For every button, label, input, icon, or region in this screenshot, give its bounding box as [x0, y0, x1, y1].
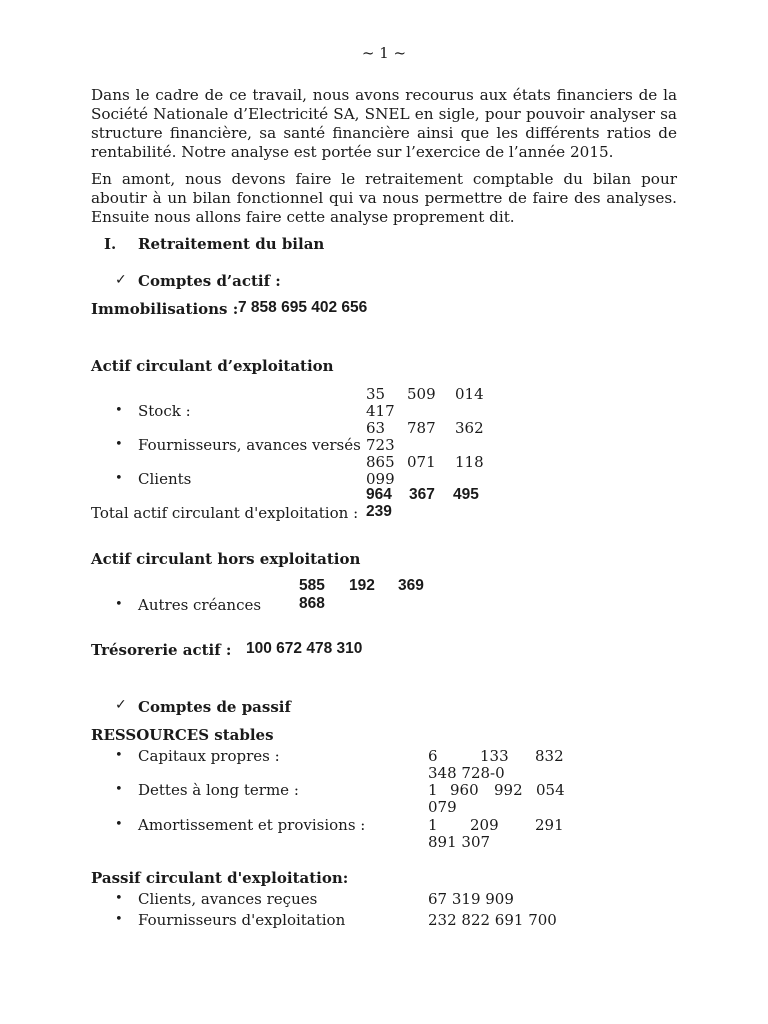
- ace-item-label: Stock :: [138, 402, 191, 420]
- bullet-icon: •: [115, 912, 123, 927]
- total-part: 239: [366, 503, 392, 520]
- value-part: 099: [366, 470, 395, 488]
- pce-heading: Passif circulant d'exploitation:: [91, 869, 349, 887]
- pce-value: 232 822 691 700: [428, 911, 557, 929]
- pce-value: 67 319 909: [428, 890, 514, 908]
- actif-heading: Comptes d’actif :: [138, 272, 281, 290]
- value-part: 723: [366, 436, 395, 454]
- bullet-icon: •: [115, 817, 123, 832]
- value-part: 417: [366, 402, 395, 420]
- text-line: Société Nationale d’Electricité SA, SNEL en sigle, pour pouvoir analyser sa: [91, 105, 677, 123]
- text-line: En amont, nous devons faire le retraitement comptable du bilan pour: [91, 170, 677, 188]
- page-number: ~ 1 ~: [361, 44, 407, 62]
- total-part: 367: [409, 486, 435, 503]
- bullet-icon: •: [115, 403, 123, 418]
- passif-heading: Comptes de passif: [138, 698, 291, 716]
- immobilisations-value: 7 858 695 402 656: [238, 299, 368, 316]
- value-part: 960: [450, 781, 479, 799]
- value-part: 291: [535, 816, 564, 834]
- value-part: 054: [536, 781, 565, 799]
- value-part: 133: [480, 747, 509, 765]
- value-part: 891 307: [428, 833, 491, 851]
- value-part: 35: [366, 385, 386, 403]
- value-part: 071: [407, 453, 436, 471]
- value-part: 369: [398, 577, 424, 594]
- checkmark-icon: ✓: [115, 697, 127, 713]
- value-part: 787: [407, 419, 436, 437]
- bullet-icon: •: [115, 748, 123, 763]
- value-part: 014: [455, 385, 484, 403]
- value-part: 1: [428, 816, 438, 834]
- value-part: 192: [349, 577, 375, 594]
- ace-item-label: Fournisseurs, avances versés: [138, 436, 361, 454]
- bullet-icon: •: [115, 437, 123, 452]
- text-line: Dans le cadre de ce travail, nous avons recourus aux états financiers de la: [91, 86, 677, 104]
- ace-item-label: Clients: [138, 470, 192, 488]
- value-part: 1: [428, 781, 438, 799]
- ressource-label: Amortissement et provisions :: [138, 816, 366, 834]
- text-line: rentabilité. Notre analyse est portée sur l’exercice de l’année 2015.: [91, 143, 614, 161]
- ressource-label: Capitaux propres :: [138, 747, 280, 765]
- ressources-heading: RESSOURCES stables: [91, 726, 274, 744]
- value-part: 362: [455, 419, 484, 437]
- intro-paragraph-2: [91, 170, 677, 227]
- text-line: aboutir à un bilan fonctionnel qui va nous permettre de faire des analyses.: [91, 189, 677, 207]
- tresorerie-label: Trésorerie actif :: [91, 641, 232, 659]
- value-part: 118: [455, 453, 484, 471]
- ache-item-label: Autres créances: [138, 596, 262, 614]
- ace-heading: Actif circulant d’exploitation: [91, 357, 334, 375]
- pce-label: Fournisseurs d'exploitation: [138, 911, 346, 929]
- value-part: 079: [428, 798, 457, 816]
- value-part: 865: [366, 453, 395, 471]
- ressource-label: Dettes à long terme :: [138, 781, 299, 799]
- total-part: 964: [366, 486, 392, 503]
- value-part: 6: [428, 747, 438, 765]
- value-part: 63: [366, 419, 386, 437]
- bullet-icon: •: [115, 891, 123, 906]
- checkmark-icon: ✓: [115, 272, 127, 288]
- value-part: 509: [407, 385, 436, 403]
- tresorerie-value: 100 672 478 310: [246, 640, 363, 657]
- text-line: Ensuite nous allons faire cette analyse proprement dit.: [91, 208, 515, 226]
- value-part: 348 728-0: [428, 764, 505, 782]
- intro-paragraph-1: [91, 86, 677, 162]
- ache-heading: Actif circulant hors exploitation: [91, 550, 361, 568]
- bullet-icon: •: [115, 782, 123, 797]
- value-part: 992: [494, 781, 523, 799]
- bullet-icon: •: [115, 471, 123, 486]
- value-part: 585: [299, 577, 325, 594]
- pce-label: Clients, avances reçues: [138, 890, 318, 908]
- total-part: 495: [453, 486, 479, 503]
- value-part: 868: [299, 595, 325, 612]
- bullet-icon: •: [115, 597, 123, 612]
- immobilisations-label: Immobilisations :: [91, 300, 239, 318]
- section-number: I.: [104, 235, 117, 253]
- value-part: 832: [535, 747, 564, 765]
- ace-total-label: Total actif circulant d'exploitation :: [91, 504, 359, 522]
- section-title: Retraitement du bilan: [138, 235, 325, 253]
- text-line: structure financière, sa santé financière ainsi que les différents ratios de: [91, 124, 677, 142]
- value-part: 209: [470, 816, 499, 834]
